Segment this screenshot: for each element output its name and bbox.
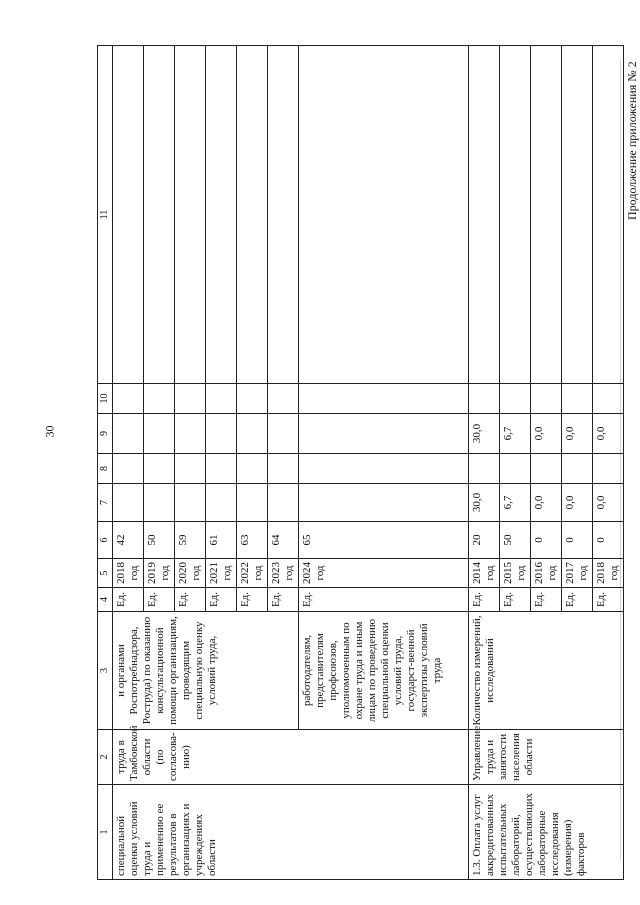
value-col7-cell: 0,0 (562, 484, 593, 522)
program-table (97, 45, 624, 880)
value-col9-cell (113, 414, 144, 454)
value-col9-cell: 6,7 (500, 414, 531, 454)
value-col10-cell (469, 384, 500, 414)
year-cell: 2017 год (562, 559, 593, 588)
value-col8-cell (144, 454, 175, 484)
year-cell: 2020 год (175, 559, 206, 588)
col-num-5: 5 (98, 559, 113, 588)
col-num-8: 8 (98, 454, 113, 484)
value-col8-cell (593, 454, 624, 484)
measure-name-cell: специальной оценки условий труда и применению ее результатов в организациях и учреждениях области (113, 785, 469, 880)
year-cell: 2022 год (237, 559, 268, 588)
col-num-1: 1 (98, 785, 113, 880)
unit-cell: Ед. (113, 588, 144, 612)
value-col7-cell: 30,0 (469, 484, 500, 522)
executor-cell: Управление труда и занятости населения области (469, 730, 624, 785)
value-col9-cell (206, 414, 237, 454)
measure-name-cell: 1.3. Оплата услуг аккредитованных испытательных лабораторий, осуществляющих лабораторные исследования (измерения) факторов (469, 785, 624, 880)
value-col6-cell: 59 (175, 522, 206, 559)
value-col10-cell (562, 384, 593, 414)
value-col10-cell (500, 384, 531, 414)
value-col7-cell (144, 484, 175, 522)
value-col10-cell (531, 384, 562, 414)
value-col7-cell (268, 484, 299, 522)
year-cell: 2023 год (268, 559, 299, 588)
column-number-row (98, 46, 113, 880)
value-col9-cell (175, 414, 206, 454)
col-num-3: 3 (98, 612, 113, 730)
value-col9-cell: 30,0 (469, 414, 500, 454)
col-num-7: 7 (98, 484, 113, 522)
value-col10-cell (144, 384, 175, 414)
value-col11-cell (175, 46, 206, 384)
value-col6-cell: 42 (113, 522, 144, 559)
unit-cell: Ед. (562, 588, 593, 612)
value-col11-cell (531, 46, 562, 384)
col-num-2: 2 (98, 730, 113, 785)
value-col7-cell (175, 484, 206, 522)
unit-cell: Ед. (299, 588, 469, 612)
value-col7-cell (113, 484, 144, 522)
value-col6-cell: 0 (531, 522, 562, 559)
year-cell: 2019 год (144, 559, 175, 588)
unit-cell: Ед. (500, 588, 531, 612)
value-col10-cell (175, 384, 206, 414)
program-table-wrapper (97, 46, 620, 880)
executor-cell: труда в Тамбовской области (по согласова-нию) (113, 730, 469, 785)
continuation-label: Продолжение приложения № 2 (625, 61, 639, 220)
value-col11-cell (500, 46, 531, 384)
unit-cell: Ед. (206, 588, 237, 612)
value-col8-cell (268, 454, 299, 484)
value-col10-cell (113, 384, 144, 414)
value-col9-cell (268, 414, 299, 454)
year-cell: 2014 год (469, 559, 500, 588)
value-col11-cell (299, 46, 469, 384)
value-col6-cell: 65 (299, 522, 469, 559)
col-num-11: 11 (98, 46, 113, 384)
col-num-6: 6 (98, 522, 113, 559)
value-col11-cell (593, 46, 624, 384)
year-cell: 2018 год (113, 559, 144, 588)
value-col9-cell: 0,0 (593, 414, 624, 454)
value-col6-cell: 64 (268, 522, 299, 559)
col-num-10: 10 (98, 384, 113, 414)
value-col11-cell (206, 46, 237, 384)
value-col8-cell (237, 454, 268, 484)
table-row (113, 46, 144, 880)
indicator-cell-cont: работодателям, представителям профсоюзов, уполномоченным по охране труда и иным лицам по проведению специальной оценки условий труда, государст-венной экспертизы условий труда (299, 612, 469, 730)
value-col8-cell (113, 454, 144, 484)
value-col6-cell: 61 (206, 522, 237, 559)
value-col6-cell: 63 (237, 522, 268, 559)
year-cell: 2024 год (299, 559, 469, 588)
indicator-cell: Количество измерений, исследований (469, 612, 624, 730)
unit-cell: Ед. (469, 588, 500, 612)
value-col11-cell (144, 46, 175, 384)
value-col9-cell: 0,0 (531, 414, 562, 454)
value-col6-cell: 50 (144, 522, 175, 559)
unit-cell: Ед. (175, 588, 206, 612)
col-num-9: 9 (98, 414, 113, 454)
value-col7-cell (299, 484, 469, 522)
unit-cell: Ед. (531, 588, 562, 612)
value-col8-cell (175, 454, 206, 484)
value-col8-cell (500, 454, 531, 484)
value-col7-cell (237, 484, 268, 522)
year-cell: 2015 год (500, 559, 531, 588)
value-col7-cell (206, 484, 237, 522)
year-cell: 2018 год (593, 559, 624, 588)
value-col11-cell (469, 46, 500, 384)
value-col8-cell (469, 454, 500, 484)
value-col10-cell (593, 384, 624, 414)
value-col9-cell (144, 414, 175, 454)
value-col9-cell (237, 414, 268, 454)
unit-cell: Ед. (593, 588, 624, 612)
value-col10-cell (237, 384, 268, 414)
page-number: 30 (42, 425, 57, 438)
unit-cell: Ед. (268, 588, 299, 612)
unit-cell: Ед. (237, 588, 268, 612)
value-col11-cell (268, 46, 299, 384)
value-col9-cell (299, 414, 469, 454)
value-col11-cell (237, 46, 268, 384)
unit-cell: Ед. (144, 588, 175, 612)
value-col6-cell: 0 (593, 522, 624, 559)
value-col11-cell (562, 46, 593, 384)
value-col11-cell (113, 46, 144, 384)
value-col10-cell (268, 384, 299, 414)
value-col7-cell: 6,7 (500, 484, 531, 522)
col-num-4: 4 (98, 588, 113, 612)
value-col9-cell: 0,0 (562, 414, 593, 454)
table-row (469, 46, 500, 880)
value-col7-cell: 0,0 (593, 484, 624, 522)
value-col10-cell (299, 384, 469, 414)
value-col10-cell (206, 384, 237, 414)
indicator-cell: и органами Роспотребнадзора, Роструда) по оказанию консультационной помощи организациям, проводящим специальную оценку условий труда, (113, 612, 299, 730)
year-cell: 2021 год (206, 559, 237, 588)
value-col8-cell (531, 454, 562, 484)
value-col6-cell: 0 (562, 522, 593, 559)
value-col8-cell (562, 454, 593, 484)
value-col7-cell: 0,0 (531, 484, 562, 522)
year-cell: 2016 год (531, 559, 562, 588)
value-col8-cell (206, 454, 237, 484)
value-col6-cell: 50 (500, 522, 531, 559)
value-col6-cell: 20 (469, 522, 500, 559)
value-col8-cell (299, 454, 469, 484)
